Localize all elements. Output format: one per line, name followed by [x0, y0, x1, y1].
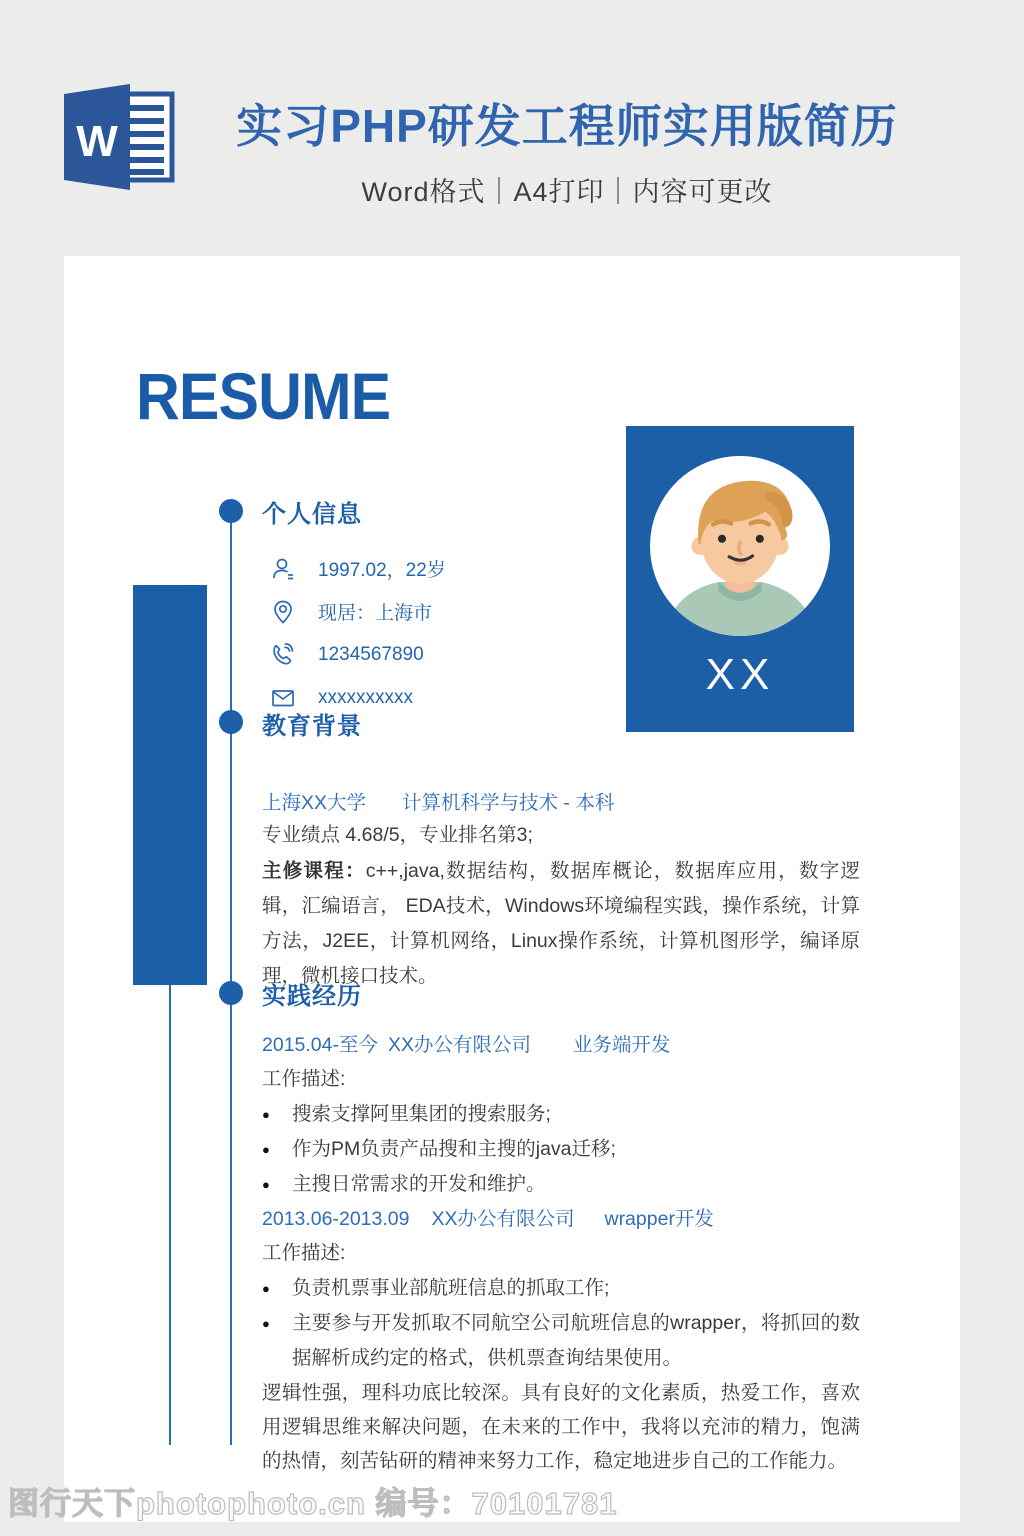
- courses-paragraph: [262, 854, 860, 994]
- word-icon-letter: W: [76, 117, 118, 166]
- job-1-role: 业务端开发: [573, 1034, 671, 1056]
- timeline-dot-personal: [219, 499, 243, 523]
- bullet-dot: ●: [262, 1177, 270, 1192]
- section-personal-info: [262, 494, 882, 719]
- timeline-dot-education: [219, 710, 243, 734]
- bullet-dot: ●: [262, 1107, 270, 1122]
- timeline-line: [230, 511, 232, 1445]
- job-1-header: [262, 1028, 860, 1062]
- phone-icon: [270, 642, 296, 668]
- major-degree: 计算机科学与技术 - 本科: [402, 792, 615, 814]
- page-title: 实习PHP研发工程师实用版简历: [236, 100, 898, 152]
- section-education: [262, 706, 860, 994]
- resume-title: RESUME: [136, 359, 391, 433]
- bullet-item: ● 搜索支撑阿里集团的搜索服务;: [262, 1097, 860, 1132]
- birth-value: 1997.02，22岁: [318, 560, 446, 581]
- job-2-company: XX办公有限公司: [431, 1208, 575, 1230]
- job-1-bullets: [262, 1097, 860, 1202]
- job-1-company: XX办公有限公司: [387, 1034, 531, 1056]
- timeline-dot-experience: [219, 981, 243, 1005]
- courses-text: c++,java,数据结构，数据库概论，数据库应用，数字逻辑，汇编语言， EDA技术，Windows环境编程实践，操作系统，计算方法，J2EE，计算机网络，Linux操作系统，计算机图形学，编译原理，微机接口技术。: [262, 860, 860, 987]
- job-2-period: 2013.06-2013.09: [262, 1208, 410, 1230]
- school-name: 上海XX大学: [262, 792, 367, 814]
- job-2-bullets: [262, 1271, 860, 1376]
- job-2-header: [262, 1202, 860, 1236]
- personal-info-heading: 个人信息: [262, 501, 362, 528]
- page-subtitle: Word格式｜A4打印｜内容可更改: [361, 177, 773, 207]
- bullet-item: ● 作为PM负责产品搜和主搜的java迁移;: [262, 1132, 860, 1167]
- education-heading: 教育背景: [262, 713, 362, 740]
- job-2-desc-label: 工作描述:: [262, 1242, 346, 1264]
- watermark-text: 图行天下photophoto.cn 编号：70101781: [8, 1486, 618, 1521]
- gpa-line: 专业绩点 4.68/5，专业排名第3;: [262, 824, 533, 846]
- bullet-item: ● 主要参与开发抓取不同航空公司航班信息的wrapper，将抓回的数据解析成约定的格式，供机票查询结果使用。: [262, 1306, 860, 1376]
- location-value: 现居：上海市: [318, 603, 433, 624]
- photo-name-placeholder: XX: [705, 650, 775, 699]
- bullet-dot: ●: [262, 1281, 270, 1296]
- job-1-desc-label: 工作描述:: [262, 1068, 346, 1090]
- side-accent-bar: [133, 585, 207, 985]
- bullet-dot: ●: [262, 1142, 270, 1157]
- bullet-dot: ●: [262, 1316, 270, 1331]
- side-accent-bar-tail: [169, 985, 171, 1445]
- self-evaluation: 逻辑性强，理科功底比较深。具有良好的文化素质，热爱工作，喜欢用逻辑思维来解决问题，在未来的工作中，我将以充沛的精力，饱满的热情，刻苦钻研的精神来努力工作，稳定地进步自己的工作能力。: [262, 1382, 860, 1472]
- job-2-role: wrapper开发: [604, 1208, 714, 1230]
- section-experience: [262, 976, 860, 1478]
- experience-heading: 实践经历: [262, 983, 362, 1010]
- info-row-birth: [270, 547, 882, 590]
- job-1-period: 2015.04-至今: [262, 1034, 378, 1056]
- person-icon: [270, 556, 296, 582]
- header: [110, 90, 1024, 209]
- email-value: xxxxxxxxxx: [318, 686, 413, 708]
- info-row-location: [270, 590, 882, 633]
- courses-label: 主修课程：: [262, 860, 366, 882]
- bullet-item: ● 负责机票事业部航班信息的抓取工作;: [262, 1271, 860, 1306]
- bottom-strip: [0, 1522, 1024, 1536]
- phone-value: 1234567890: [318, 643, 424, 665]
- info-row-phone: [270, 633, 882, 676]
- bullet-item: ● 主搜日常需求的开发和维护。: [262, 1167, 860, 1202]
- location-icon: [270, 599, 296, 625]
